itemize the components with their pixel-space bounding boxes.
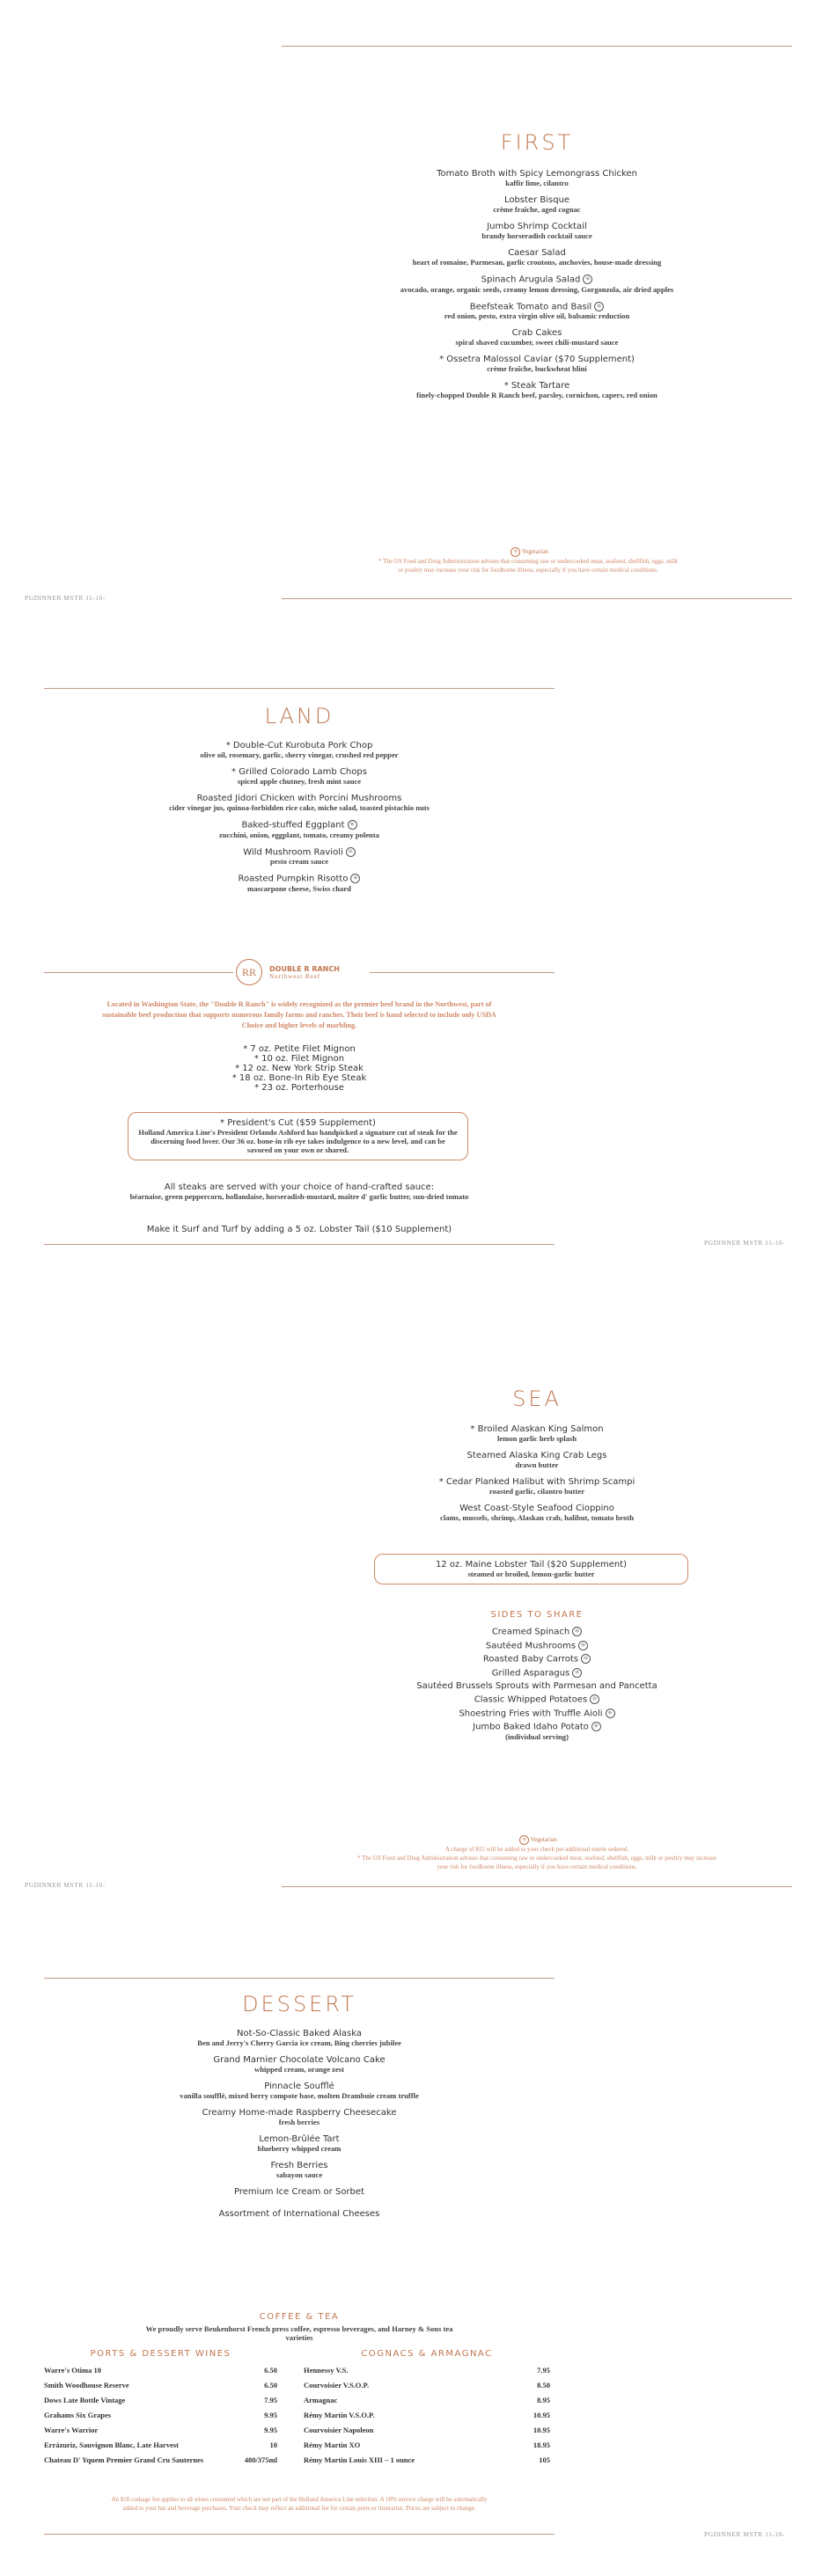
logo-text: DOUBLE R RANCH bbox=[269, 964, 340, 973]
menu-item: Assortment of International Cheeses bbox=[218, 2209, 380, 2219]
presidents-cut-box: * President's Cut ($59 Supplement) Holland America Line's President Orlando Ashford has handpicked a signature cut of steak for the discerning food lover. Our 36 oz. bone-in rib eye takes indulgence to a new level, and can be savored on your own or shared. bbox=[128, 1112, 468, 1160]
menu-item: Caesar Salad heart of romaine, Parmesan, garlic croutons, anchovies, house-made dressing bbox=[412, 248, 662, 267]
side-item: Classic Whipped Potatoes ⚛ bbox=[370, 1694, 704, 1705]
wine-row: Chateau D' Yquem Premier Grand Cru Sauternes 480/375ml bbox=[44, 2455, 277, 2464]
menu-item: Not-So-Classic Baked Alaska Ben and Jerry's Cherry Garcia ice cream, Bing cherries jubilee bbox=[197, 2029, 401, 2047]
cognac-row: Rémy Martin V.S.O.P. 10.95 bbox=[304, 2411, 550, 2419]
logo-rule-left bbox=[44, 972, 233, 973]
land-heading: LAND bbox=[264, 704, 334, 728]
vegetarian-icon: ⚛ bbox=[572, 1627, 582, 1636]
menu-item: Beefsteak Tomato and Basil ⚛ red onion, pesto, extra virgin olive oil, balsamic reduction bbox=[444, 302, 630, 320]
first-footnote: ⚛ Vegetarian * The US Food and Drug Administration advises that consuming raw or undercooked meat, seafood, shellfish, eggs, milk or poultry may increase your risk for foodborne illness, especially if you have certain medical conditions. bbox=[378, 548, 678, 574]
wine-row: Grahams Six Grapes 9.95 bbox=[44, 2411, 277, 2419]
page-first bbox=[0, 0, 830, 644]
menu-item: Lemon-Brûlée Tart blueberry whipped cream bbox=[257, 2134, 342, 2153]
vegetarian-icon: ⚛ bbox=[594, 302, 604, 311]
cognacs-heading: COGNACS & ARMAGNAC bbox=[361, 2349, 493, 2359]
coffee-tea-desc: We proudly serve Beukenhorst French press coffee, espresso beverages, and Harney & Sons tea varieties bbox=[145, 2324, 453, 2342]
potato-note: (individual serving) bbox=[505, 1731, 569, 1741]
wine-row: Warre's Otima 10 6.50 bbox=[44, 2366, 277, 2375]
menu-item: Roasted Pumpkin Risotto ⚛ mascarpone cheese, Swiss chard bbox=[132, 874, 466, 893]
top-rule bbox=[44, 1978, 555, 1979]
menu-item: West Coast-Style Seafood Cioppino clams, mussels, shrimp, Alaskan crab, halibut, tomato broth bbox=[440, 1504, 634, 1522]
double-r-logo-icon: RR bbox=[236, 959, 262, 985]
ports-section bbox=[44, 2349, 277, 2470]
bottom-rule bbox=[282, 598, 792, 599]
vegetarian-icon: ⚛ bbox=[572, 1668, 582, 1678]
side-item: Shoestring Fries with Truffle Aioli ⚛ bbox=[370, 1709, 704, 1719]
dessert-heading: DESSERT bbox=[242, 1992, 356, 2016]
vegetarian-icon: ⚛ bbox=[348, 820, 357, 830]
sides-section bbox=[370, 1610, 704, 1741]
lobster-tail-box: 12 oz. Maine Lobster Tail ($20 Supplement) steamed or broiled, lemon-garlic butter bbox=[374, 1554, 688, 1584]
page-dessert bbox=[0, 1932, 830, 2576]
menu-item: Roasted Jidori Chicken with Porcini Mushrooms cider vinegar jus, quinoa-forbidden rice cake, miche salad, toasted pistachio nuts bbox=[169, 794, 430, 812]
menu-item: Lobster Bisque crème fraîche, aged cognac bbox=[493, 195, 581, 214]
footer-code: PGDINNER MSTR 11-10- bbox=[704, 1239, 785, 1247]
sauce-section: All steaks are served with your choice of hand-crafted sauce: béarnaise, green peppercorn, hollandaise, horseradish-mustard, maître d' garlic butter, sun-dried tomato bbox=[129, 1182, 469, 1201]
first-items bbox=[378, 169, 695, 407]
wine-row: Warre's Warrior 9.95 bbox=[44, 2426, 277, 2434]
cognac-row: Rémy Martin Louis XIII – 1 ounce 105 bbox=[304, 2455, 550, 2464]
menu-item: Tomato Broth with Spicy Lemongrass Chicken kaffir lime, cilantro bbox=[437, 169, 637, 187]
bottom-rule bbox=[44, 1244, 555, 1245]
menu-item: Wild Mushroom Ravioli ⚛ pesto cream sauce bbox=[132, 847, 466, 867]
menu-item: * Double-Cut Kurobuta Pork Chop olive oil, rosemary, garlic, sherry vinegar, crushed red pepper bbox=[200, 741, 399, 759]
bottom-rule bbox=[282, 1886, 792, 1887]
menu-item: * Ossetra Malossol Caviar ($70 Supplement) crème fraîche, buckwheat blini bbox=[439, 355, 635, 373]
logo-subtext: Northwest Beef bbox=[269, 972, 321, 980]
menu-item: * Broiled Alaskan King Salmon lemon garlic herb splash bbox=[470, 1424, 604, 1443]
side-item: Grilled Asparagus ⚛ bbox=[370, 1668, 704, 1679]
double-r-ranch-logo bbox=[236, 959, 368, 987]
menu-item: Grand Marnier Chocolate Volcano Cake whipped cream, orange zest bbox=[213, 2055, 386, 2074]
top-rule bbox=[44, 688, 555, 689]
menu-item: * Cedar Planked Halibut with Shrimp Scampi roasted garlic, cilantro butter bbox=[438, 1477, 635, 1496]
vegetarian-icon: ⚛ bbox=[606, 1709, 615, 1718]
ranch-description: Located in Washington State, the "Double R Ranch" is widely recognized as the premier beef brand in the Northwest, part of sustainable beef production that supports numerous family farms and ranches. Their beef is hand selected to include only USDA Choice and higher levels of marbling. bbox=[102, 1000, 496, 1029]
cognacs-section bbox=[304, 2349, 550, 2470]
sea-items bbox=[370, 1424, 704, 1530]
menu-item: Creamy Home-made Raspberry Cheesecake fresh berries bbox=[202, 2108, 397, 2126]
coffee-tea-heading: COFFEE & TEA bbox=[259, 2312, 340, 2322]
logo-rule-right bbox=[370, 972, 555, 973]
sea-footnote: ⚛ Vegetarian A charge of $15 will be added to your check per additional entrée ordered. * The US Food and Drug Administration advises that consuming raw or undercooked meat, seafood, shellfish, eggs, milk or poultry may increase your risk for foodborne illness, especially if you have certain medical conditions. bbox=[357, 1836, 716, 1870]
vegetarian-icon: ⚛ bbox=[519, 1835, 529, 1845]
menu-item: * Steak Tartare finely-chopped Double R Ranch beef, parsley, cornichon, capers, red onion bbox=[416, 381, 657, 399]
cognac-row: Courvoisier V.S.O.P. 8.50 bbox=[304, 2381, 550, 2389]
land-items bbox=[132, 741, 466, 901]
menu-item: Spinach Arugula Salad ⚛ avocado, orange, organic seeds, creamy lemon dressing, Gorgonzola, air dried apples bbox=[400, 274, 674, 294]
surf-turf: Make it Surf and Turf by adding a 5 oz. Lobster Tail ($10 Supplement) bbox=[146, 1225, 452, 1234]
cognac-row: Hennessy V.S. 7.95 bbox=[304, 2366, 550, 2375]
menu-item: * Grilled Colorado Lamb Chops spiced apple chutney, fresh mint sauce bbox=[231, 767, 367, 786]
wine-row: Errázuriz, Sauvignon Blanc, Late Harvest 10 bbox=[44, 2441, 277, 2449]
cognac-row: Armagnac 8.95 bbox=[304, 2396, 550, 2404]
top-rule bbox=[282, 46, 792, 47]
cognac-row: Courvoisier Napoleon 10.95 bbox=[304, 2426, 550, 2434]
dessert-footnote: An $18 corkage fee applies to all wines consumed which are not part of the Holland America Line selection. A 18% service charge will be automatically added to your bar and beverage purchases. Your check may reflect an additional fee for certain ports or itineraries. Prices are subject to change. bbox=[111, 2496, 488, 2512]
wine-row: Smith Woodhouse Reserve 6.50 bbox=[44, 2381, 277, 2389]
menu-item: Pinnacle Soufflé vanilla soufflé, mixed berry compote base, molten Drambuie cream truffle bbox=[180, 2082, 419, 2100]
footer-code: PGDINNER MSTR 11-10- bbox=[704, 2530, 785, 2538]
vegetarian-icon: ⚛ bbox=[510, 547, 520, 557]
vegetarian-icon: ⚛ bbox=[578, 1641, 588, 1650]
side-item: Sautéed Mushrooms ⚛ bbox=[370, 1641, 704, 1651]
vegetarian-icon: ⚛ bbox=[590, 1694, 599, 1704]
ports-heading: PORTS & DESSERT WINES bbox=[90, 2349, 231, 2359]
bottom-rule bbox=[44, 2534, 555, 2535]
page-land bbox=[0, 644, 830, 1288]
footer-code: PGDINNER MSTR 11-10- bbox=[25, 594, 106, 602]
page-sea bbox=[0, 1288, 830, 1932]
vegetarian-icon: ⚛ bbox=[346, 847, 356, 857]
side-item: Sautéed Brussels Sprouts with Parmesan and Pancetta bbox=[416, 1681, 657, 1691]
coffee-tea-section bbox=[132, 2312, 466, 2342]
first-heading: FIRST bbox=[500, 130, 574, 155]
menu-item: Steamed Alaska King Crab Legs drawn butter bbox=[466, 1451, 607, 1469]
sea-heading: SEA bbox=[512, 1387, 562, 1411]
footer-code: PGDINNER MSTR 11-10- bbox=[25, 1881, 106, 1889]
cognac-row: Rémy Martin XO 18.95 bbox=[304, 2441, 550, 2449]
sides-heading: SIDES TO SHARE bbox=[490, 1610, 584, 1620]
steak-list: * 7 oz. Petite Filet Mignon * 10 oz. Filet Mignon * 12 oz. New York Strip Steak * 18 oz. Bone-In Rib Eye Steak * 23 oz. Porterhouse bbox=[231, 1044, 367, 1093]
menu-item: Jumbo Shrimp Cocktail brandy horseradish cocktail sauce bbox=[481, 222, 592, 240]
side-item: Roasted Baby Carrots ⚛ bbox=[370, 1654, 704, 1665]
menu-item: Crab Cakes spiral shaved cucumber, sweet chili-mustard sauce bbox=[455, 328, 619, 347]
side-item: Creamed Spinach ⚛ bbox=[370, 1627, 704, 1637]
wine-row: Dows Late Bottle Vintage 7.95 bbox=[44, 2396, 277, 2404]
menu-item: Premium Ice Cream or Sorbet bbox=[234, 2187, 364, 2197]
side-item: Jumbo Baked Idaho Potato ⚛ bbox=[370, 1722, 704, 1732]
vegetarian-icon: ⚛ bbox=[591, 1722, 601, 1731]
vegetarian-icon: ⚛ bbox=[583, 274, 592, 284]
menu-item: Baked-stuffed Eggplant ⚛ zucchini, onion, eggplant, tomato, creamy polenta bbox=[219, 820, 379, 839]
vegetarian-icon: ⚛ bbox=[350, 874, 360, 883]
dessert-items bbox=[132, 2029, 466, 2227]
menu-item: Fresh Berries sabayon sauce bbox=[270, 2161, 328, 2179]
vegetarian-icon: ⚛ bbox=[581, 1654, 591, 1664]
